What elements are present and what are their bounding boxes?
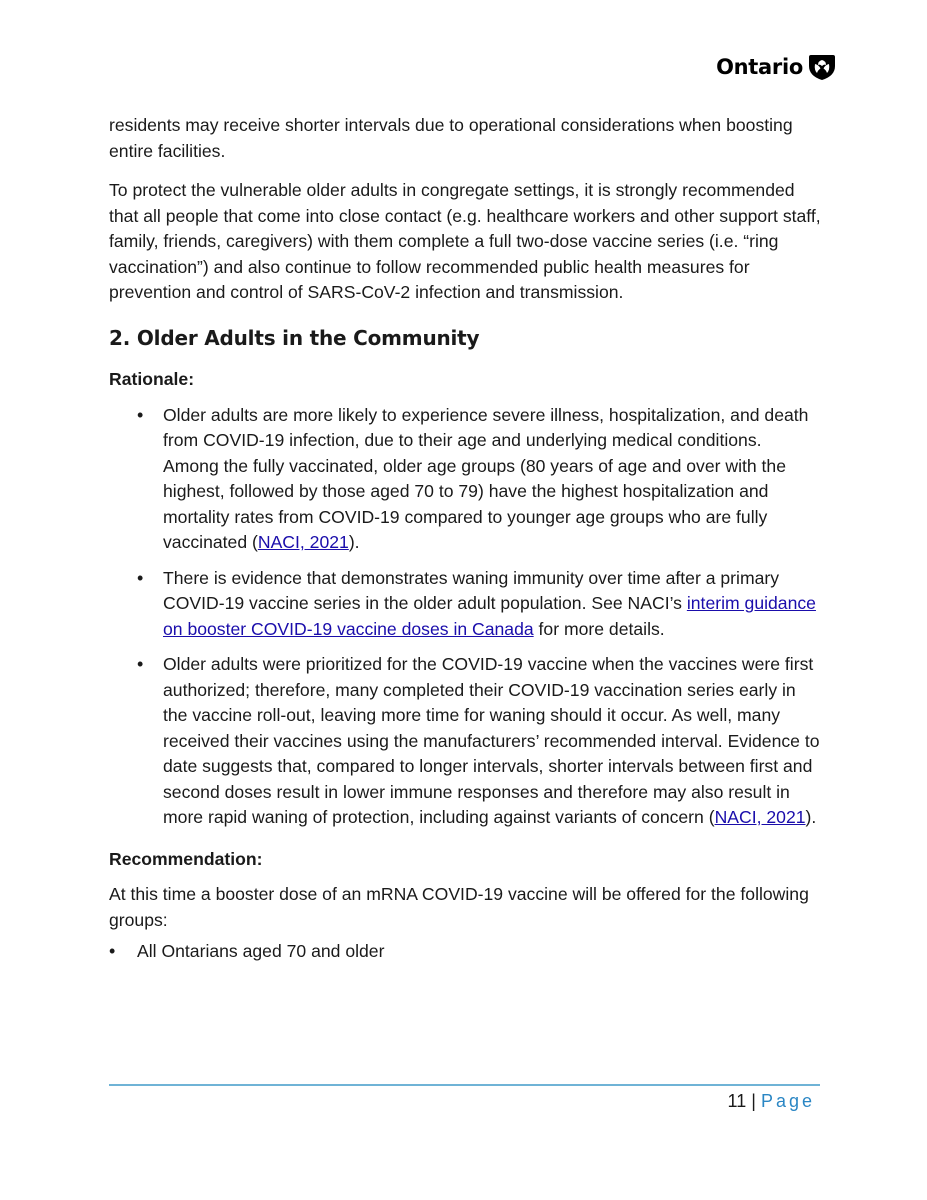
rationale-item-suffix: for more details. [533,618,665,639]
intro-paragraph-2: To protect the vulnerable older adults in congregate settings, it is strongly recommended that all people that come into close contact (e.g. healthcare workers and other support staff, family, friends, caregivers) with them complete a full two-dose vaccine series (i.e. “ring vaccination”) and also continue to follow recommended public health measures for prevention and control of SARS-CoV-2 infection and transmission. [109,180,821,302]
rationale-item-suffix: ). [348,532,360,552]
rationale-item [109,403,821,556]
logo-text: Ontario [716,55,803,79]
page-number-separator: | [751,1091,756,1111]
rationale-item-text: There is evidence that demonstrates waning immunity over time after a primary COVID-19 vaccine series in the older adult population. See NACI’s [163,567,780,613]
recommendation-item: • All Ontarians aged 70 and older [109,939,821,965]
recommendation-text: At this time a booster dose of an mRNA COVID-19 vaccine will be offered for the following groups: [109,884,809,930]
intro-paragraph-1: residents may receive shorter intervals due to operational considerations when boosting entire facilities. [109,115,793,161]
interim-guidance-link[interactable]: interim guidance on booster COVID-19 vaccine doses in Canada [163,593,816,639]
page-number-value: 11 [727,1091,747,1111]
rationale-list [109,403,821,831]
naci-2021-link[interactable]: NACI, 2021 [257,532,349,552]
document-body [109,113,821,981]
rationale-item-text: Older adults were prioritized for the COVID-19 vaccine when the vaccines were first authorized; therefore, many completed their COVID-19 vaccination series early in the vaccine roll-out, leaving more time for waning should it occur. As well, many received their vaccines using the manufacturers’ recommended interval. Evidence to date suggests that, compared to longer intervals, shorter intervals between first and second doses result in lower immune responses and therefore may also result in more rapid waning of protection, including against variants of concern ( [163,654,820,827]
rationale-item [109,566,821,643]
rationale-item-text: Older adults are more likely to experience severe illness, hospitalization, and death from COVID-19 infection, due to their age and underlying medical conditions. Among the fully vaccinated, older age groups (80 years of age and over with the highest, followed by those aged 70 to 79) have the highest hospitalization and mortality rates from COVID-19 compared to younger age groups who are fully vaccinated ( [163,404,809,552]
rationale-label: Rationale: [109,369,195,389]
page-label: Page [760,1091,815,1111]
naci-2021-link[interactable]: NACI, 2021 [714,807,806,827]
page-number [728,1091,815,1112]
recommendation-label: Recommendation: [109,848,263,869]
footer-divider [109,1084,820,1086]
section-heading: 2. Older Adults in the Community [109,325,480,350]
ontario-trillium-icon [807,52,837,82]
ontario-logo [716,52,837,82]
rationale-item-suffix: ). [805,807,817,827]
recommendation-list [109,939,821,965]
rationale-item [109,652,821,831]
